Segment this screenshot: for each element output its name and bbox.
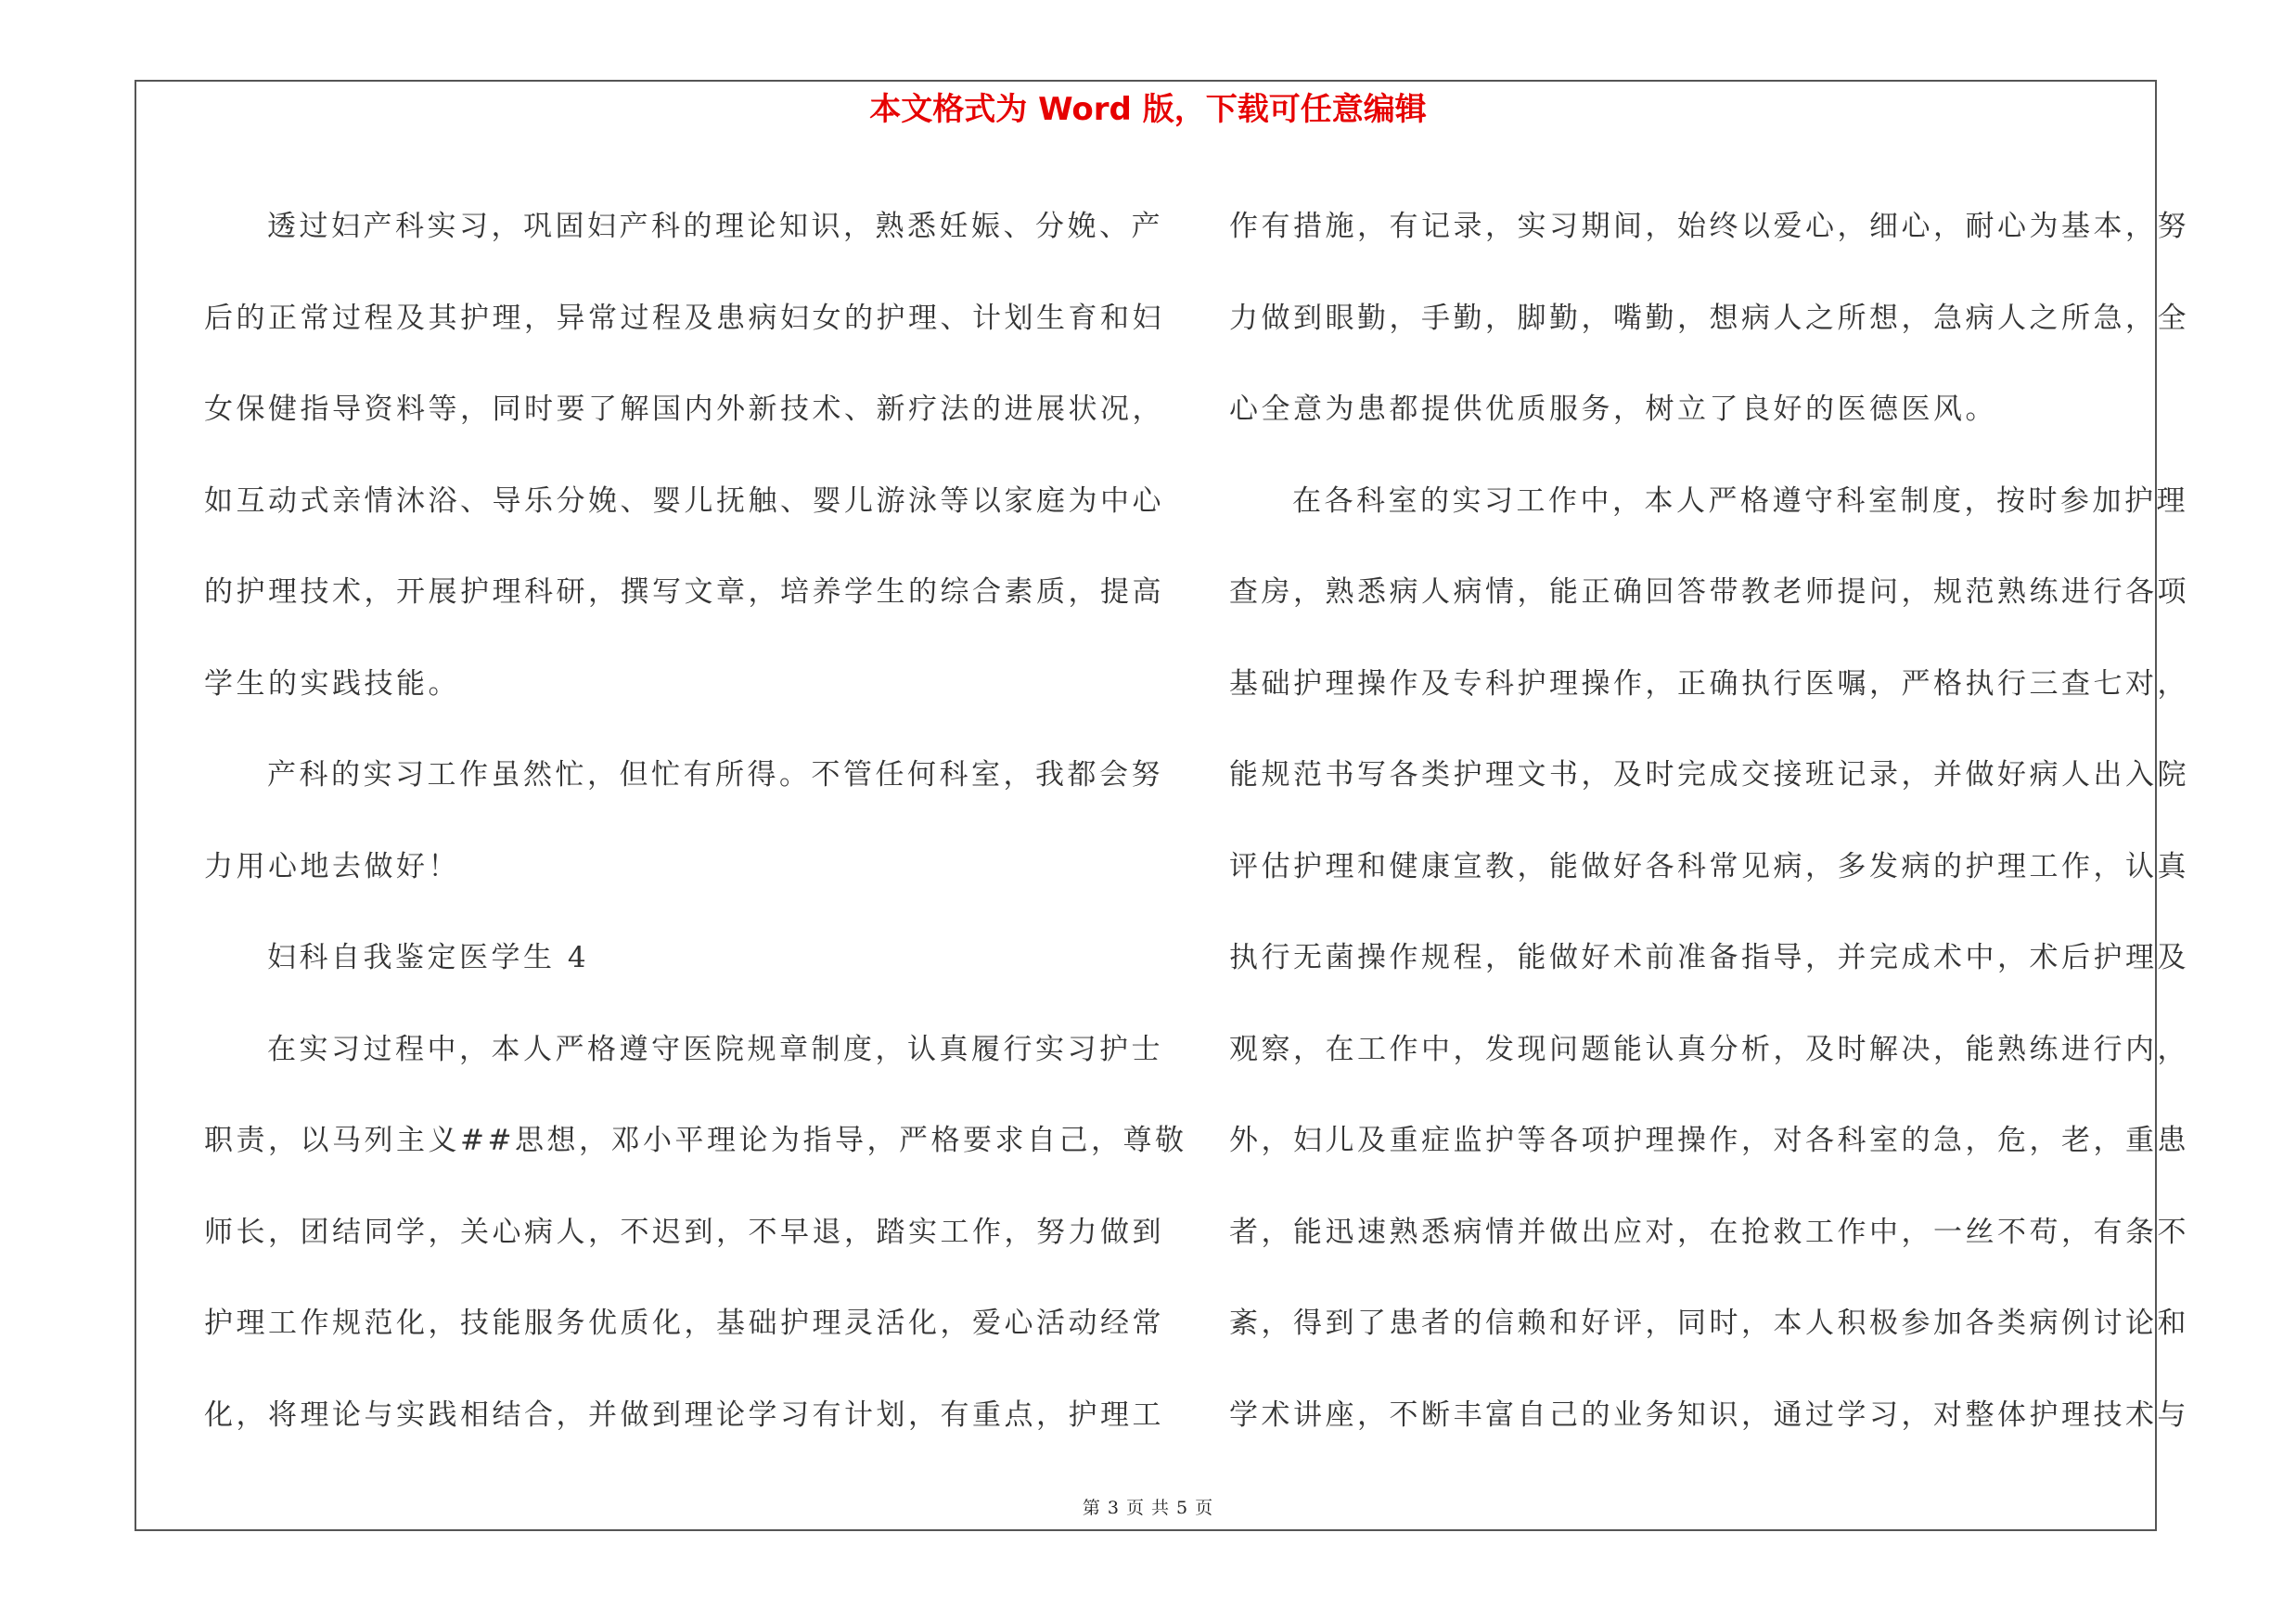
- text-line: 透过妇产科实习，巩固妇产科的理论知识，熟悉妊娠、分娩、产: [267, 210, 1163, 243]
- text-line: 能规范书写各类护理文书，及时完成交接班记录，并做好病人出入院: [1229, 758, 2189, 792]
- text-line: 妇科自我鉴定医学生 4: [267, 941, 590, 974]
- text-line: 女保健指导资料等，同时要了解国内外新技术、新疗法的进展状况，: [204, 393, 1164, 426]
- text-line: 化，将理论与实践相结合，并做到理论学习有计划，有重点，护理工: [204, 1398, 1164, 1432]
- text-line: 心全意为患都提供优质服务，树立了良好的医德医风。: [1229, 393, 1997, 426]
- text-line: 基础护理操作及专科护理操作，正确执行医嘱，严格执行三查七对，: [1229, 666, 2189, 701]
- text-line: 学生的实践技能。: [204, 666, 460, 701]
- text-line: 紊，得到了患者的信赖和好评，同时，本人积极参加各类病例讨论和: [1229, 1307, 2189, 1340]
- text-line: 师长，团结同学，关心病人，不迟到，不早退，踏实工作，努力做到: [204, 1215, 1164, 1249]
- text-line: 职责，以马列主义##思想，邓小平理论为指导，严格要求自己，尊敬: [204, 1124, 1187, 1157]
- text-line: 外，妇儿及重症监护等各项护理操作，对各科室的急，危，老，重患: [1229, 1124, 2189, 1157]
- text-line: 护理工作规范化，技能服务优质化，基础护理灵活化，爱心活动经常: [204, 1307, 1164, 1340]
- text-line: 查房，熟悉病人病情，能正确回答带教老师提问，规范熟练进行各项: [1229, 575, 2189, 609]
- text-line: 执行无菌操作规程，能做好术前准备指导，并完成术中，术后护理及: [1229, 941, 2189, 974]
- text-line: 观察，在工作中，发现问题能认真分析，及时解决，能熟练进行内，: [1229, 1032, 2189, 1066]
- text-line: 在各科室的实习工作中，本人严格遵守科室制度，按时参加护理: [1292, 483, 2188, 518]
- page-footer: 第 3 页 共 5 页: [1082, 1498, 1214, 1518]
- text-line: 评估护理和健康宣教，能做好各科常见病，多发病的护理工作，认真: [1229, 849, 2189, 883]
- text-line: 在实习过程中，本人严格遵守医院规章制度，认真履行实习护士: [267, 1032, 1163, 1066]
- text-line: 如互动式亲情沐浴、导乐分娩、婴儿抚触、婴儿游泳等以家庭为中心: [204, 483, 1164, 518]
- right-column: [1229, 181, 2189, 1461]
- text-line: 力用心地去做好！: [204, 849, 460, 883]
- text-line: 学术讲座，不断丰富自己的业务知识，通过学习，对整体护理技术与: [1229, 1398, 2189, 1432]
- text-line: 后的正常过程及其护理，异常过程及患病妇女的护理、计划生育和妇: [204, 301, 1164, 335]
- text-line: 的护理技术，开展护理科研，撰写文章，培养学生的综合素质，提高: [204, 575, 1164, 609]
- text-line: 力做到眼勤，手勤，脚勤，嘴勤，想病人之所想，急病人之所急，全: [1229, 301, 2189, 335]
- format-banner: 本文格式为 Word 版，下载可任意编辑: [869, 91, 1427, 128]
- text-line: 者，能迅速熟悉病情并做出应对，在抢救工作中，一丝不苟，有条不: [1229, 1215, 2189, 1249]
- left-column: [204, 181, 1187, 1461]
- text-line: 产科的实习工作虽然忙，但忙有所得。不管任何科室，我都会努: [267, 758, 1163, 792]
- text-line: 作有措施，有记录，实习期间，始终以爱心，细心，耐心为基本，努: [1229, 210, 2189, 243]
